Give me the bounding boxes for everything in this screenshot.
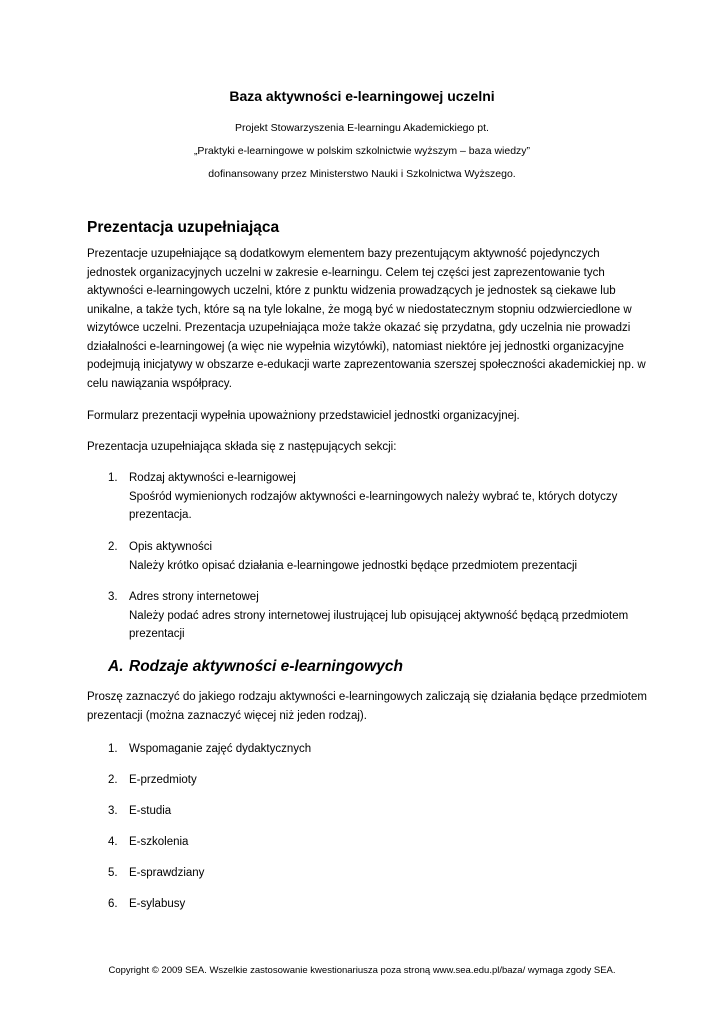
section-list-item — [108, 469, 648, 525]
list-number: 1. — [108, 472, 118, 484]
list-number: 3. — [108, 591, 118, 603]
subsection-letter: A. — [108, 658, 124, 675]
list-number: 1. — [108, 743, 118, 755]
list-item-label: E-szkolenia — [129, 836, 189, 848]
intro-paragraph: Prezentacje uzupełniające są dodatkowym elementem bazy prezentującym aktywność pojedynczych jednostek organizacyjnych uczelni w zakresie e-learningu. Celem tej części jest zaprezentowanie tych aktywności e-learningowych uczelni, które z punktu widzenia prowadzących je jednostek są ciekawe lub unikalne, a także tych, które są na tyle lokalne, że mogą być w niedostatecznym stopniu odzwierciedlone w wizytówce uczelni. Prezentacja uzupełniająca może także okazać się przydatna, gdy uczelnia nie prowadzi działalności e-learningowej (a więc nie wypełnia wizytówki), natomiast niektóre jej jednostki organizacyjne podejmują inicjatywy w obszarze e-edukacji warte zaprezentowania szerszej społeczności akademickiej np. w celu nawiązania współpracy. — [87, 248, 646, 390]
subsection-title: Rodzaje aktywności e-learningowych — [129, 658, 403, 675]
list-item — [108, 833, 188, 852]
section-list-item — [108, 538, 648, 575]
section-list-item — [108, 588, 648, 644]
list-item — [108, 864, 204, 883]
list-number: 2. — [108, 541, 118, 553]
funding-line: dofinansowany przez Ministerstwo Nauki i Szkolnictwa Wyższego. — [208, 168, 516, 180]
list-number: 6. — [108, 898, 118, 910]
project-name: „Praktyki e-learningowe w polskim szkolnictwie wyższym – baza wiedzy” — [193, 145, 531, 157]
list-item-label: E-sylabusy — [129, 898, 186, 910]
list-number: 4. — [108, 836, 118, 848]
list-item-label: E-studia — [129, 805, 172, 817]
footer-copyright: Copyright © 2009 SEA. Wszelkie zastosowanie kwestionariusza poza stroną www.sea.edu.pl/baza/ wymaga zgody SEA. — [108, 965, 616, 976]
list-number: 2. — [108, 774, 118, 786]
list-item-label: Wspomaganie zajęć dydaktycznych — [129, 743, 312, 755]
list-item — [108, 895, 185, 914]
list-item-description: Należy podać adres strony internetowej ilustrującej lub opisującej aktywność będącą przedmiotem prezentacji — [129, 609, 629, 640]
form-paragraph: Formularz prezentacji wypełnia upoważniony przedstawiciel jednostki organizacyjnej. — [87, 410, 520, 422]
list-item-title: Opis aktywności — [129, 541, 213, 553]
list-item — [108, 771, 197, 790]
list-item-label: E-przedmioty — [129, 774, 197, 786]
subsection-heading — [108, 658, 403, 676]
sections-paragraph: Prezentacja uzupełniająca składa się z następujących sekcji: — [87, 441, 397, 453]
document-title: Baza aktywności e-learningowej uczelni — [229, 88, 495, 104]
list-item-label: E-sprawdziany — [129, 867, 205, 879]
list-item-description: Należy krótko opisać działania e-learningowe jednostki będące przedmiotem prezentacji — [129, 559, 578, 572]
list-item — [108, 740, 311, 759]
list-item — [108, 802, 171, 821]
list-item-description: Spośród wymienionych rodzajów aktywności e-learningowych należy wybrać te, których dotyczy prezentacja. — [129, 490, 618, 521]
list-number: 5. — [108, 867, 118, 879]
list-item-title: Rodzaj aktywności e-learnigowej — [129, 472, 296, 484]
list-number: 3. — [108, 805, 118, 817]
project-line: Projekt Stowarzyszenia E-learningu Akademickiego pt. — [235, 122, 489, 134]
instruction-paragraph: Proszę zaznaczyć do jakiego rodzaju aktywności e-learningowych zaliczają się działania będące przedmiotem prezentacji (można zaznaczyć więcej niż jeden rodzaj). — [87, 691, 647, 722]
list-item-title: Adres strony internetowej — [129, 591, 259, 603]
section-heading: Prezentacja uzupełniająca — [87, 219, 280, 236]
